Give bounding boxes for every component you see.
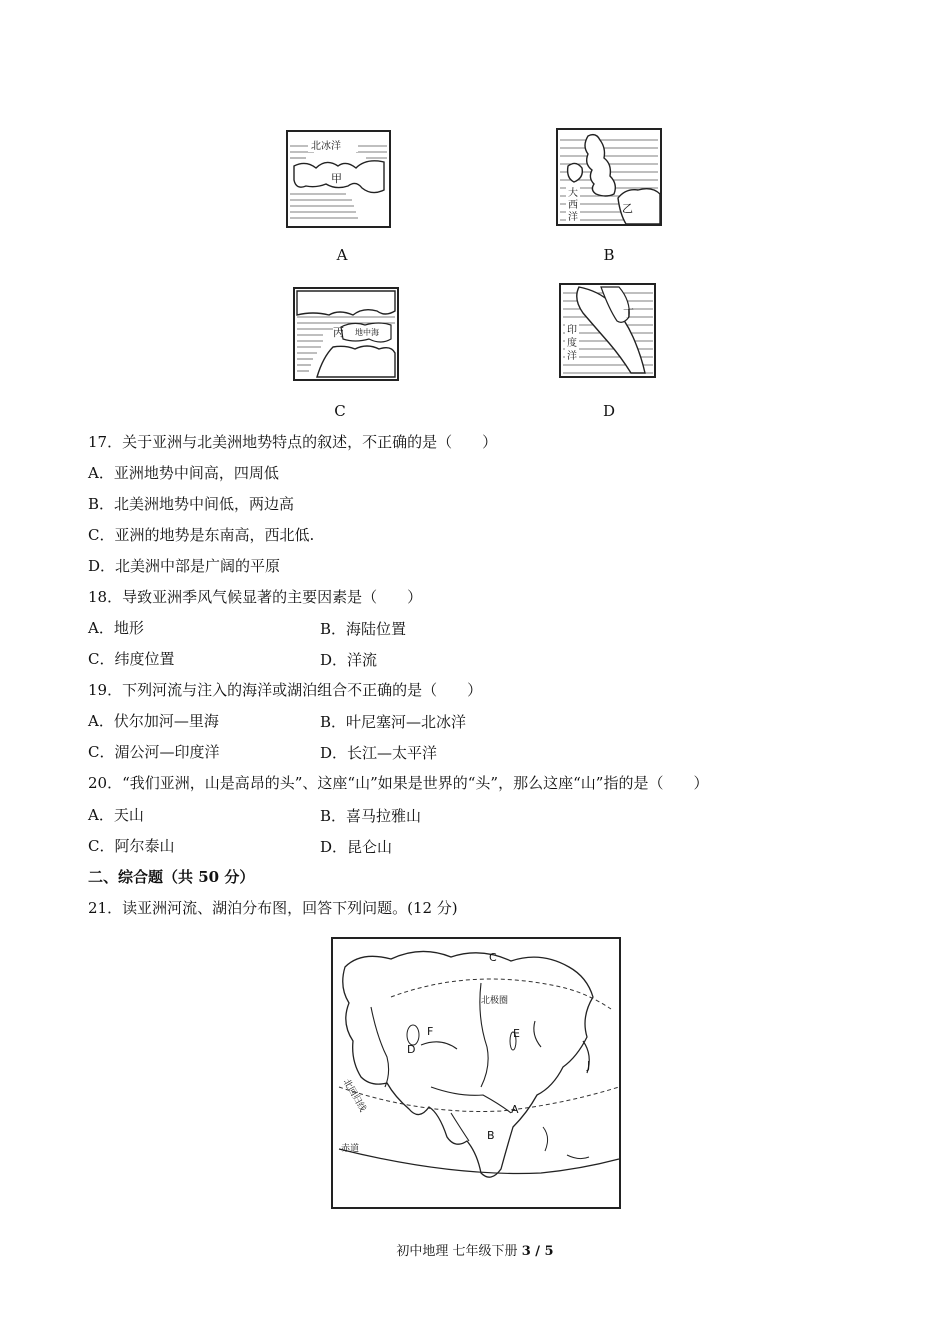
- map-c-sea-label: 地中海: [355, 328, 379, 337]
- asia-map-label-e: E: [513, 1027, 520, 1040]
- map-c-mark: 丙: [333, 326, 344, 339]
- map-b-mark: 乙: [622, 202, 633, 215]
- question-18-option-d: D．洋流: [320, 651, 378, 669]
- question-20-option-b: B．喜马拉雅山: [320, 807, 422, 825]
- section-2-heading: 二、综合题（共 50 分）: [88, 868, 255, 886]
- question-18-option-b: B．海陆位置: [320, 620, 407, 638]
- map-d: [559, 283, 656, 378]
- map-b-label: B: [603, 246, 615, 264]
- map-b-ocean-char-1: 大: [568, 188, 578, 199]
- question-18-option-c: C．纬度位置: [88, 650, 175, 668]
- page-footer: [0, 1240, 950, 1259]
- question-17-option-c: C．亚洲的地势是东南高，西北低.: [88, 526, 315, 544]
- map-d-ocean-char-1: 印: [567, 325, 577, 336]
- map-b: [556, 128, 662, 226]
- map-a: [286, 130, 391, 228]
- map-a-label: A: [336, 246, 348, 264]
- question-19-option-d: D．长江—太平洋: [320, 744, 438, 762]
- asia-map-label-b: B: [487, 1129, 495, 1142]
- map-b-ocean-char-3: 洋: [568, 212, 578, 223]
- question-20-option-d: D．昆仑山: [320, 838, 393, 856]
- map-a-ocean-label: 北冰洋: [311, 141, 341, 152]
- question-20-stem: 20．“我们亚洲，山是高昂的头”、这座“山”如果是世界的“头”，那么这座“山”指的是（ ）: [88, 774, 709, 792]
- map-b-ocean-char-2: 西: [568, 200, 578, 211]
- question-18-option-a: A．地形: [88, 619, 144, 637]
- asia-map-label-d: D: [407, 1043, 416, 1056]
- asia-map: [331, 937, 621, 1209]
- asia-map-label-f: F: [427, 1025, 434, 1038]
- question-17-option-d: D．北美洲中部是广阔的平原: [88, 557, 281, 575]
- question-21-stem: 21．读亚洲河流、湖泊分布图，回答下列问题。(12 分): [88, 899, 458, 917]
- question-17-option-b: B．北美洲地势中间低，两边高: [88, 495, 295, 513]
- map-a-mark: 甲: [331, 172, 342, 185]
- question-20-option-c: C．阿尔泰山: [88, 837, 175, 855]
- asia-map-label-c: C: [489, 951, 497, 964]
- asia-map-label-equator: 赤道: [341, 1144, 360, 1154]
- map-d-ocean-char-3: 洋: [567, 351, 577, 362]
- question-20-option-a: A．天山: [88, 806, 144, 824]
- map-d-label: D: [602, 402, 616, 420]
- footer-page-number: 3 / 5: [521, 1244, 554, 1259]
- asia-map-label-a: A: [511, 1103, 519, 1116]
- map-d-mark: 丁: [623, 307, 634, 320]
- question-17-stem: 17．关于亚洲与北美洲地势特点的叙述，不正确的是（ ）: [88, 433, 498, 451]
- question-19-option-a: A．伏尔加河—里海: [88, 712, 219, 730]
- question-19-stem: 19．下列河流与注入的海洋或湖泊组合不正确的是（ ）: [88, 681, 483, 699]
- map-c-label: C: [334, 402, 346, 420]
- asia-map-label-tropic: 北回归线: [340, 1077, 368, 1114]
- asia-map-label-arctic-circle: 北极圈: [481, 996, 509, 1006]
- asia-map-label-j: J: [587, 1059, 591, 1072]
- map-c: [293, 287, 399, 381]
- question-19-option-b: B．叶尼塞河—北冰洋: [320, 713, 467, 731]
- footer-course: 初中地理 七年级下册: [396, 1244, 522, 1259]
- map-d-ocean-char-2: 度: [567, 338, 577, 349]
- question-17-option-a: A．亚洲地势中间高，四周低: [88, 464, 279, 482]
- question-19-option-c: C．湄公河—印度洋: [88, 743, 220, 761]
- question-18-stem: 18．导致亚洲季风气候显著的主要因素是（ ）: [88, 588, 423, 606]
